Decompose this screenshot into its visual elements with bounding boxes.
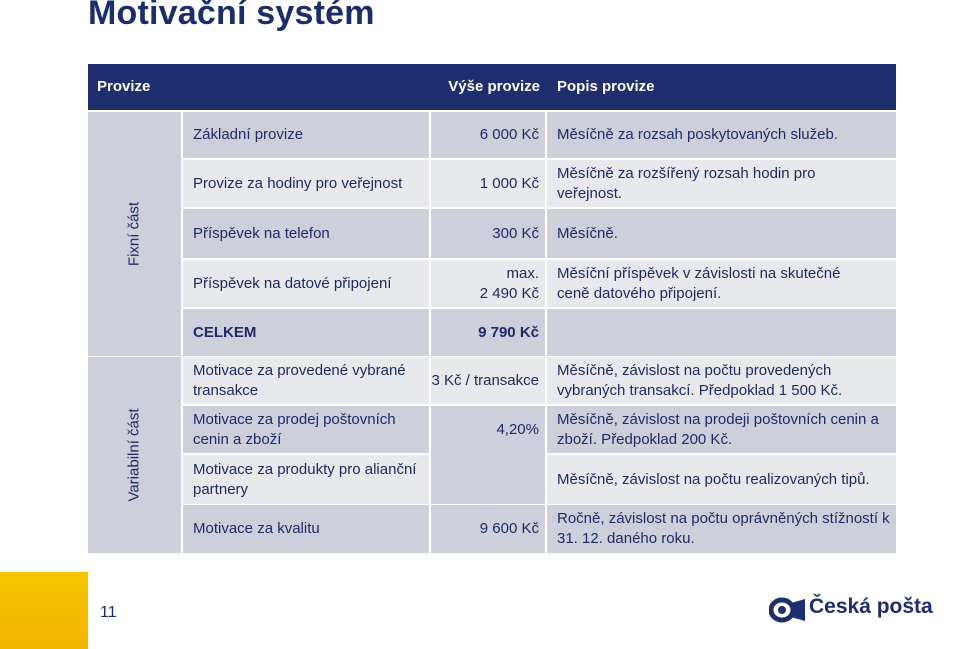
total-label: CELKEM (193, 323, 257, 341)
row-name-text: Motivace za kvalitu (193, 520, 320, 537)
row-amount-text: 4,20% (496, 421, 539, 438)
row-desc-text: Měsíčně, závislost na počtu provedených vybraných transakcí. Předpoklad 1 500 Kč. (557, 361, 843, 399)
header-vyse-label: Výše provize (448, 78, 540, 95)
row-name-text: Provize za hodiny pro veřejnost (193, 174, 403, 192)
table-row-desc (547, 505, 896, 553)
row-desc-text: Ročně, závislost na počtu oprávněných stížností k 31. 12. daného roku. (557, 510, 890, 547)
slide-number: 11 (100, 604, 117, 621)
table-row-desc (547, 160, 896, 207)
table-row-name (183, 505, 429, 553)
table-row-name (183, 209, 429, 258)
row-desc-text: Měsíční příspěvek v závislosti na skutečné ceně datového připojení. (557, 264, 841, 302)
row-amount-line1: max. (506, 264, 539, 282)
total-label-cell (183, 309, 429, 356)
table-row-desc (547, 112, 896, 158)
row-amount-line2: 2 490 Kč (479, 284, 539, 302)
total-amount-cell (431, 309, 545, 356)
row-amount-text: 300 Kč (492, 224, 539, 242)
table-row-amount (431, 260, 545, 307)
table-row-amount (431, 112, 545, 158)
row-name-text: Motivace za prodej poštovních cenin a zboží (193, 410, 396, 448)
table-row-name (183, 160, 429, 207)
table-row-desc (547, 357, 896, 404)
table-row-desc (547, 406, 896, 453)
table-row-desc (547, 209, 896, 258)
brand-logo-text: Česká pošta (809, 595, 933, 618)
row-name-text: Základní provize (193, 126, 304, 143)
header-provize (88, 64, 430, 110)
table-row-name (183, 455, 429, 504)
row-desc-text: Měsíčně, závislost na počtu realizovaných tipů. (557, 470, 870, 488)
variable-section-label: Variabilní část (125, 408, 143, 502)
row-amount-text: 9 600 Kč (479, 520, 539, 537)
table-row-amount (431, 505, 545, 553)
row-desc-text: Měsíčně, závislost na prodeji poštovních cenin a zboží. Předpoklad 200 Kč. (557, 410, 879, 448)
row-amount-text: 3 Kč / transakce (431, 371, 539, 389)
row-name-text: Příspěvek na telefon (193, 224, 330, 242)
table-row-name (183, 112, 429, 158)
fixed-section-label: Fixní část (125, 201, 143, 267)
table-row-amount (431, 406, 545, 504)
row-desc-text: Měsíčně za rozšířený rozsah hodin pro veřejnost. (557, 164, 816, 202)
header-vyse (430, 64, 546, 110)
table-row-desc (547, 260, 896, 307)
row-amount-text: 6 000 Kč (479, 126, 539, 143)
total-amount: 9 790 Kč (478, 323, 539, 341)
row-name-text: Motivace za provedené vybrané transakce (193, 361, 406, 399)
row-amount-text: 1 000 Kč (479, 174, 539, 192)
page-title: Motivační systém (88, 0, 375, 32)
table-row-desc (547, 455, 896, 504)
header-popis-label: Popis provize (557, 78, 655, 95)
table-row-amount (431, 160, 545, 207)
table-row-name (183, 406, 429, 453)
row-desc-text: Měsíčně. (557, 224, 618, 242)
header-popis (546, 64, 896, 110)
table-row-amount (431, 209, 545, 258)
header-provize-label: Provize (97, 78, 151, 95)
table-row-name (183, 357, 429, 404)
table-row-amount (431, 357, 545, 404)
row-name-text: Motivace za produkty pro alianční partnery (193, 460, 417, 498)
table-row-name (183, 260, 429, 307)
total-desc-cell (547, 309, 896, 356)
row-desc-text: Měsíčně za rozsah poskytovaných služeb. (557, 126, 838, 143)
row-name-text: Příspěvek na datové připojení (193, 274, 392, 292)
post-horn-icon (769, 597, 807, 623)
